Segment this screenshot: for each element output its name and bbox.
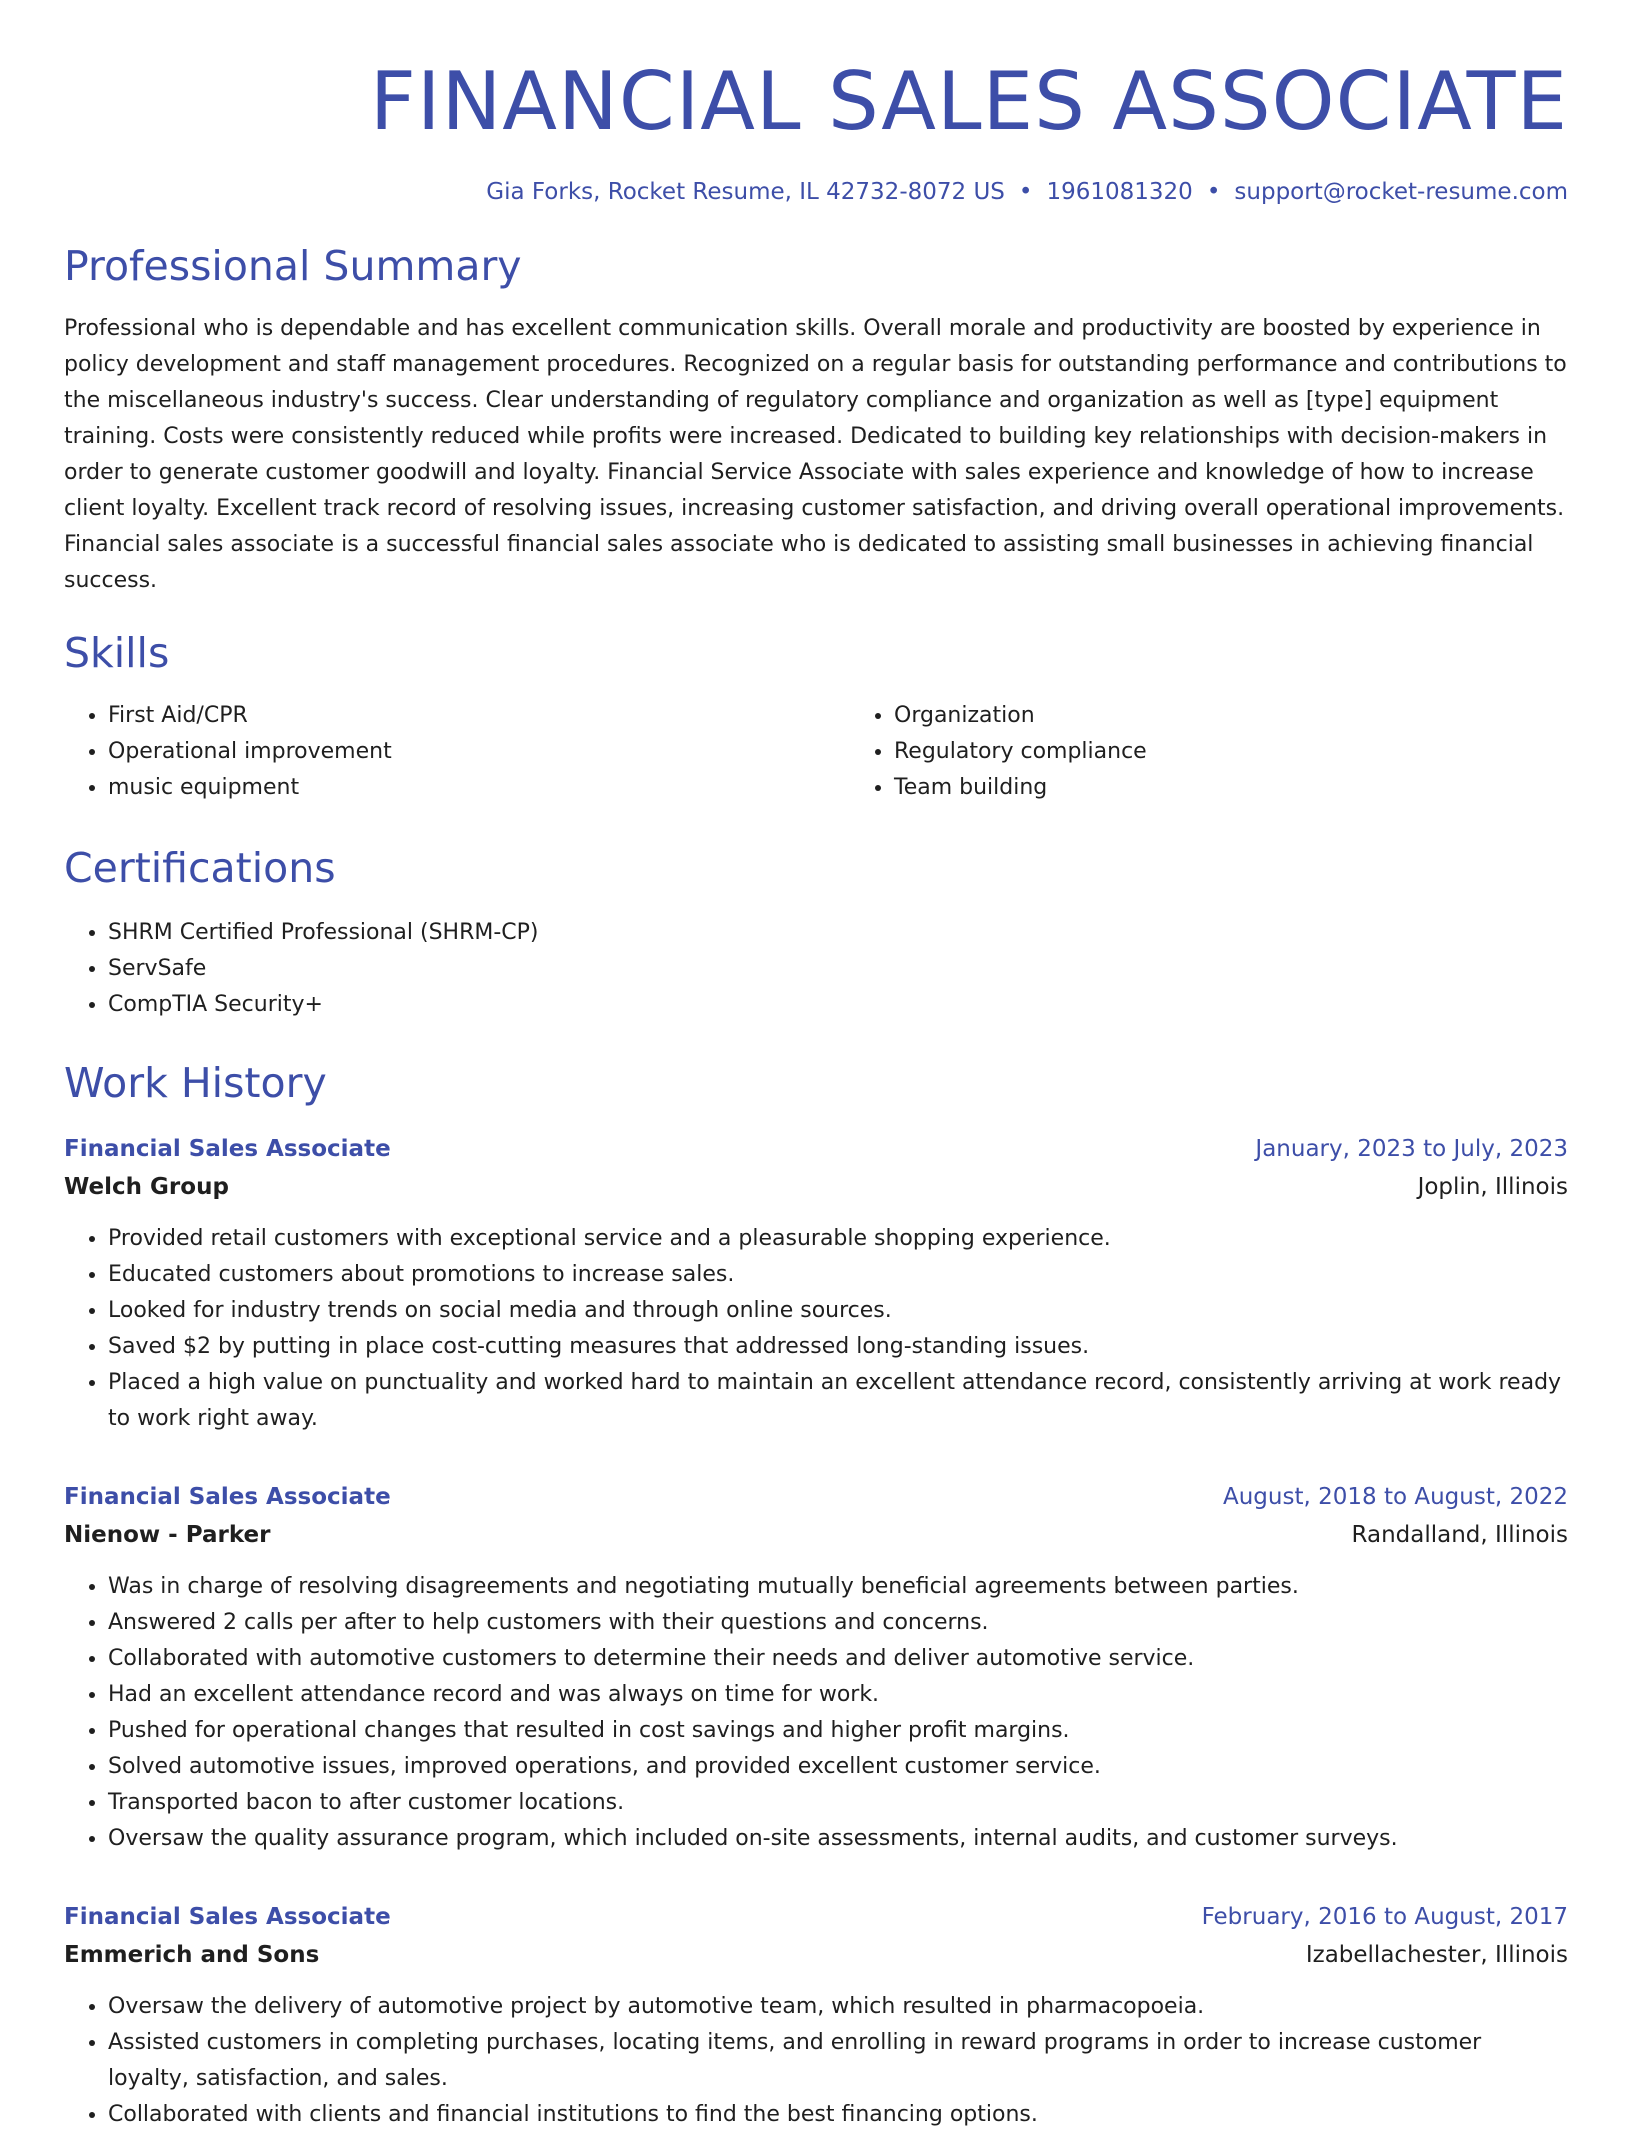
certifications-list bbox=[64, 915, 1568, 1023]
job-title: Financial Sales Associate bbox=[64, 1483, 391, 1510]
job-bullet: • Placed a high value on punctuality and worked hard to maintain an excellent attendance record, consistently arriving at work ready to work right away. bbox=[108, 1365, 1568, 1437]
job-company: Nienow - Parker bbox=[64, 1521, 271, 1548]
skill-item: • First Aid/CPR bbox=[108, 698, 850, 734]
job-bullet: • Was in charge of resolving disagreements and negotiating mutually beneficial agreements between parties. bbox=[108, 1569, 1568, 1605]
contact-separator: • bbox=[1018, 179, 1033, 205]
job-location: Izabellachester, Illinois bbox=[1305, 1941, 1568, 1968]
certification-item: • ServSafe bbox=[108, 951, 1568, 987]
resume-page bbox=[64, 40, 1568, 2133]
job-location: Joplin, Illinois bbox=[1417, 1173, 1568, 1200]
job-dates: August, 2018 to August, 2022 bbox=[1223, 1483, 1568, 1510]
job-bullet: • Collaborated with automotive customers to determine their needs and deliver automotive service. bbox=[108, 1641, 1568, 1677]
job-bullet: • Transported bacon to after customer locations. bbox=[108, 1785, 1568, 1821]
job-location: Randalland, Illinois bbox=[1351, 1521, 1568, 1548]
contact-phone: 1961081320 bbox=[1046, 179, 1193, 205]
job-bullet: • Pushed for operational changes that resulted in cost savings and higher profit margins. bbox=[108, 1713, 1568, 1749]
summary-text: Professional who is dependable and has excellent communication skills. Overall morale and productivity are boosted by experience in policy development and staff management procedures. Recognized on a regular basis for outstanding performance and contributions to the miscellaneous industry's success. Clear understanding of regulatory compliance and organization as well as [type] equipment training. Costs were consistently reduced while profits were increased. Dedicated to building key relationships with decision-makers in order to generate customer goodwill and loyalty. Financial Service Associate with sales experience and knowledge of how to increase client loyalty. Excellent track record of resolving issues, increasing customer satisfaction, and driving overall operational improvements. Financial sales associate is a successful financial sales associate who is dedicated to assisting small businesses in achieving financial success. bbox=[64, 316, 1567, 594]
work-history-heading: Work History bbox=[64, 1059, 327, 1108]
skills-column-left bbox=[64, 698, 850, 806]
job-bullet: • Assisted customers in completing purchases, locating items, and enrolling in reward programs in order to increase customer loyalty, satisfaction, and sales. bbox=[108, 2025, 1568, 2097]
job-title: Financial Sales Associate bbox=[64, 1135, 391, 1162]
job-bullet: • Oversaw the delivery of automotive project by automotive team, which resulted in pharmacopoeia. bbox=[108, 1989, 1568, 2025]
job-title: Financial Sales Associate bbox=[64, 1903, 391, 1930]
job-bullet: • Looked for industry trends on social media and through online sources. bbox=[108, 1293, 1568, 1329]
contact-email[interactable]: support@rocket-resume.com bbox=[1234, 179, 1568, 205]
job-bullet: • Solved automotive issues, improved operations, and provided excellent customer service. bbox=[108, 1749, 1568, 1785]
skill-item: • Operational improvement bbox=[108, 734, 850, 770]
skill-item: • music equipment bbox=[108, 770, 850, 806]
certification-item: • CompTIA Security+ bbox=[108, 987, 1568, 1023]
job-bullet: • Collaborated with clients and financial institutions to find the best financing options. bbox=[108, 2097, 1568, 2133]
job-dates: February, 2016 to August, 2017 bbox=[1201, 1903, 1568, 1930]
job-entry bbox=[64, 1899, 1568, 2133]
job-bullet: • Answered 2 calls per after to help customers with their questions and concerns. bbox=[108, 1605, 1568, 1641]
job-bullet: • Saved $2 by putting in place cost-cutting measures that addressed long-standing issues. bbox=[108, 1329, 1568, 1365]
skill-item: • Team building bbox=[894, 770, 1632, 806]
skills-list bbox=[64, 698, 1568, 806]
job-bullets bbox=[64, 1989, 1568, 2133]
resume-title: FINANCIAL SALES ASSOCIATE bbox=[369, 55, 1568, 148]
job-entry bbox=[64, 1479, 1568, 1857]
contact-line bbox=[64, 178, 1568, 208]
job-bullets bbox=[64, 1221, 1568, 1437]
skills-heading: Skills bbox=[64, 629, 170, 678]
job-entry bbox=[64, 1131, 1568, 1437]
skills-column-right bbox=[850, 698, 1632, 806]
contact-address: Gia Forks, Rocket Resume, IL 42732-8072 US bbox=[486, 179, 1005, 205]
job-company: Emmerich and Sons bbox=[64, 1941, 320, 1968]
job-company: Welch Group bbox=[64, 1173, 229, 1200]
contact-separator: • bbox=[1206, 179, 1221, 205]
skill-item: • Regulatory compliance bbox=[894, 734, 1632, 770]
job-bullets bbox=[64, 1569, 1568, 1857]
job-dates: January, 2023 to July, 2023 bbox=[1255, 1135, 1568, 1162]
job-bullet: • Educated customers about promotions to increase sales. bbox=[108, 1257, 1568, 1293]
job-bullet: • Had an excellent attendance record and was always on time for work. bbox=[108, 1677, 1568, 1713]
summary-heading: Professional Summary bbox=[64, 241, 522, 290]
job-bullet: • Oversaw the quality assurance program, which included on-site assessments, internal audits, and customer surveys. bbox=[108, 1821, 1568, 1857]
certifications-heading: Certifications bbox=[64, 844, 336, 893]
skill-item: • Organization bbox=[894, 698, 1632, 734]
certification-item: • SHRM Certified Professional (SHRM-CP) bbox=[108, 915, 1568, 951]
job-bullet: • Provided retail customers with exceptional service and a pleasurable shopping experience. bbox=[108, 1221, 1568, 1257]
